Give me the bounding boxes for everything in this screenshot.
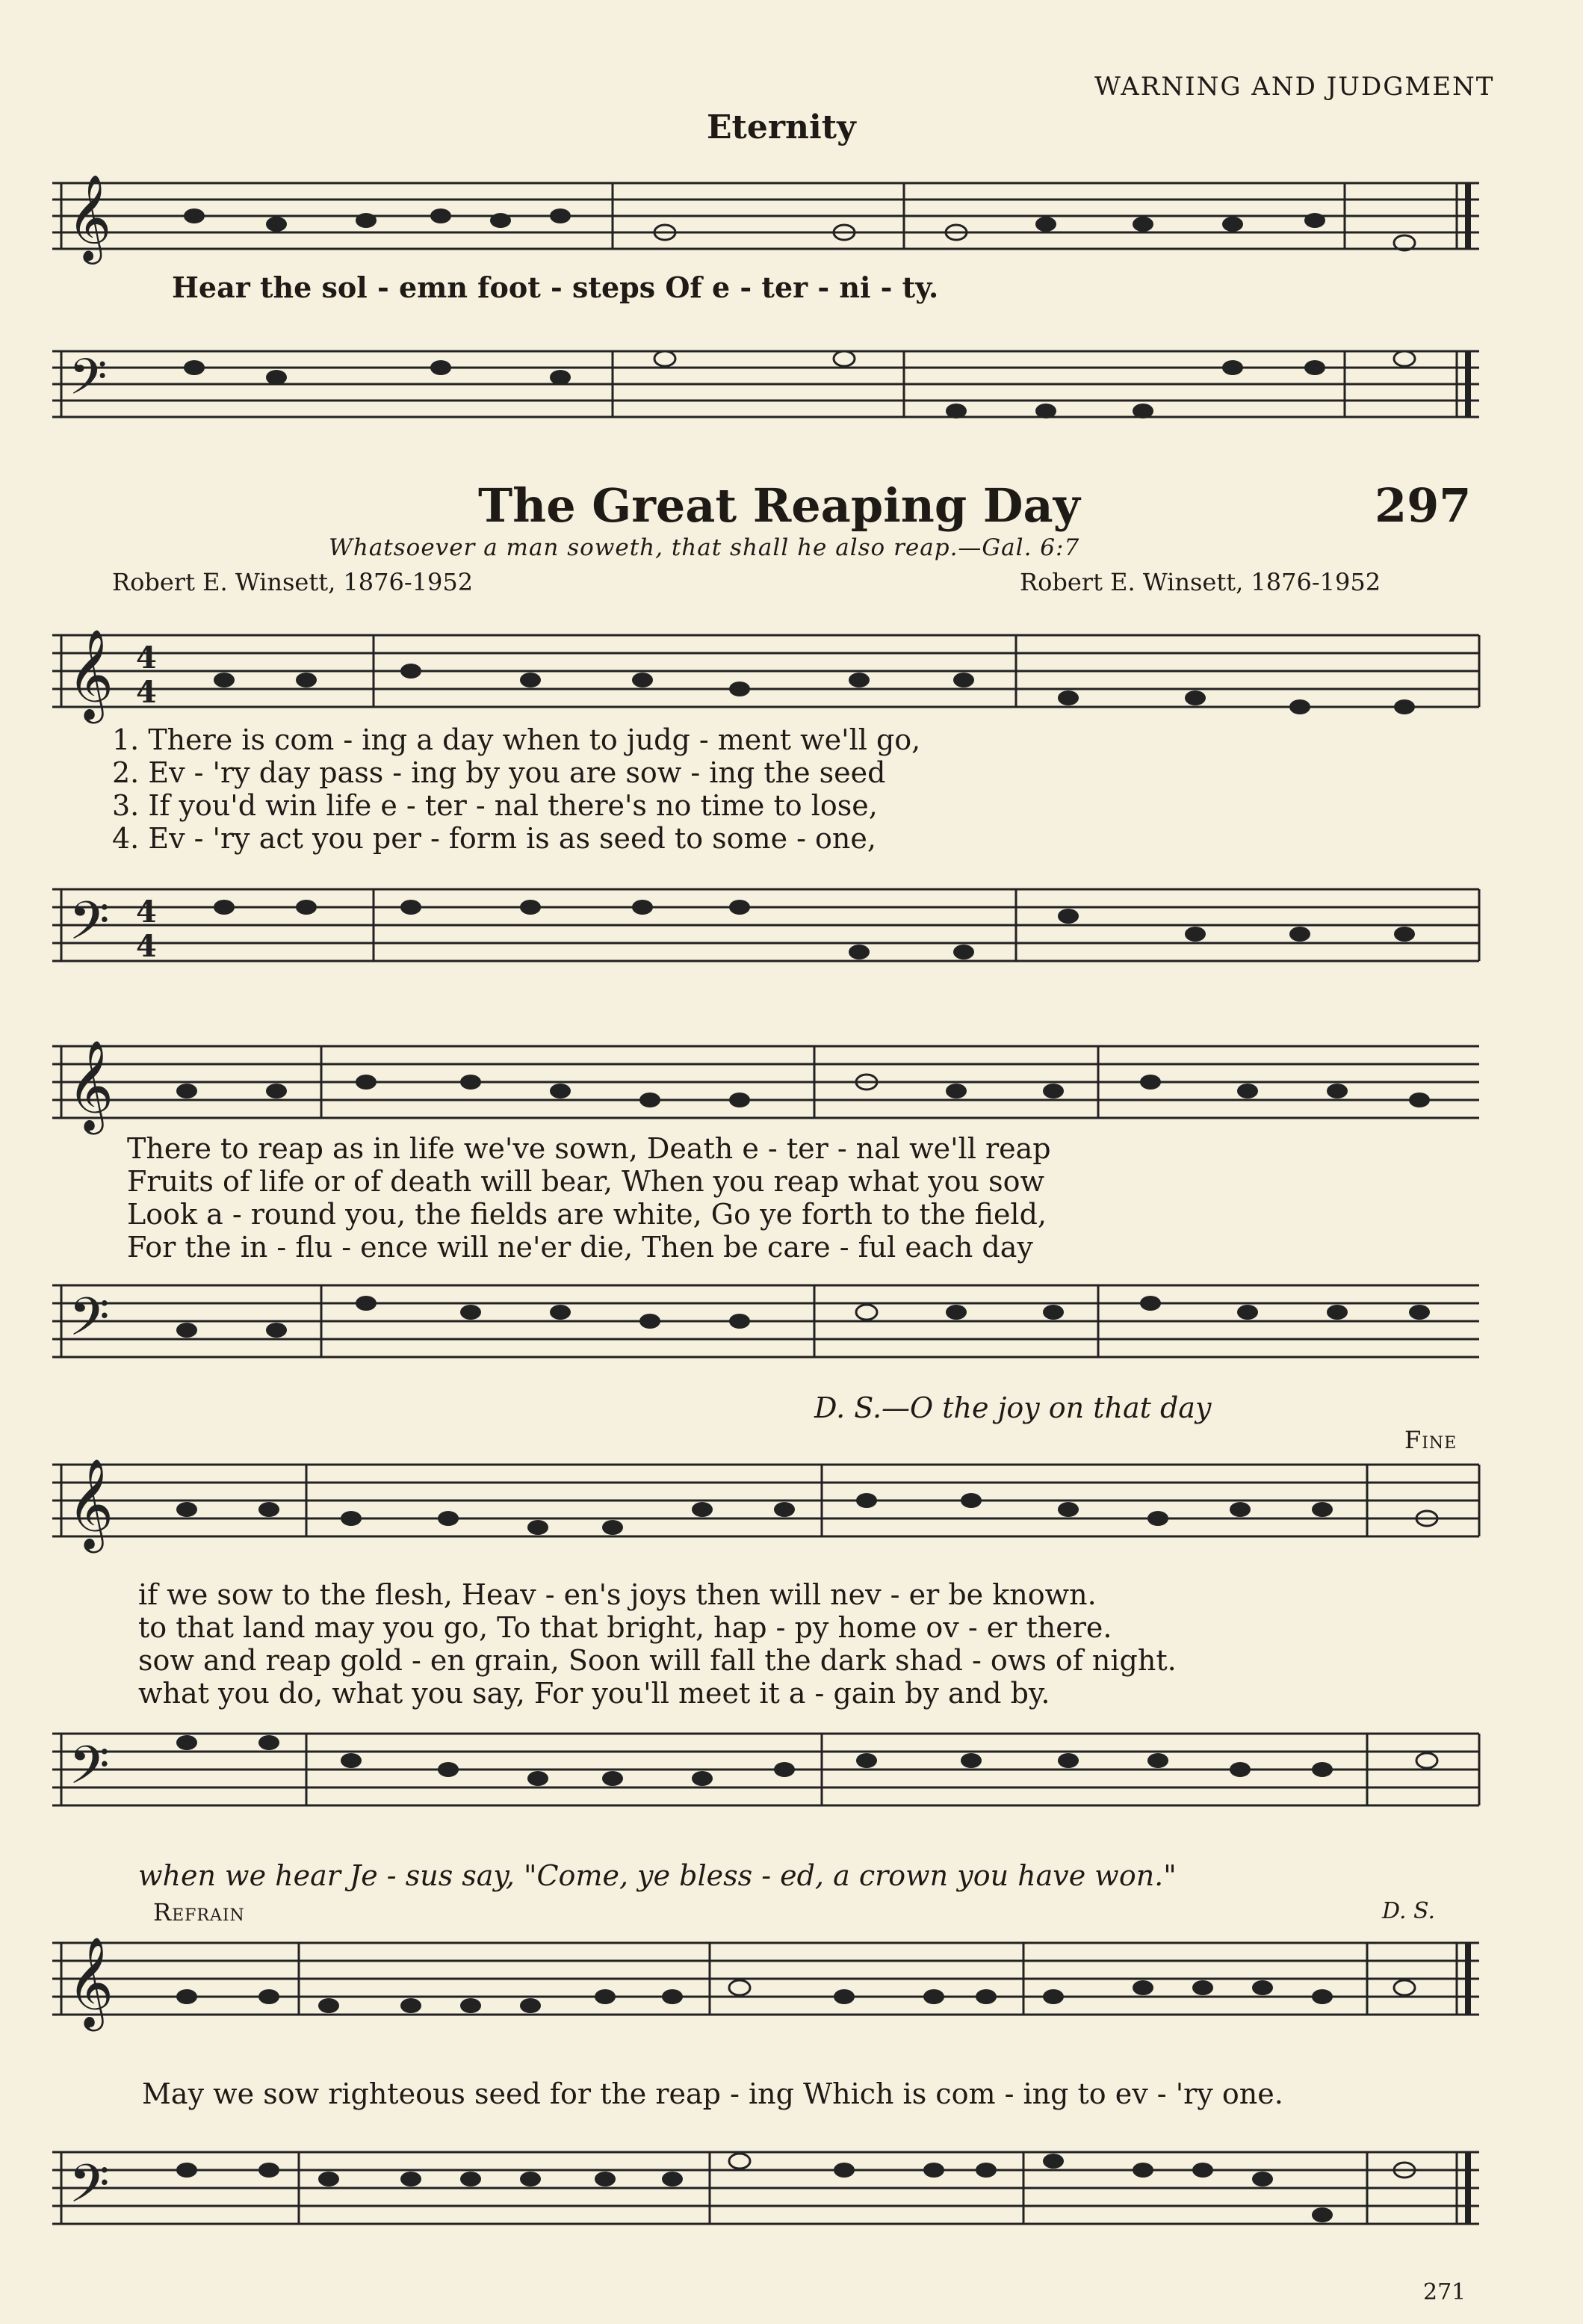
system3-treble-staff — [52, 1450, 1494, 1554]
hymn-epigraph: Whatsoever a man soweth, that shall he also reap.—Gal. 6:7 — [329, 534, 1080, 561]
system1-treble-staff — [52, 620, 1494, 725]
system3-bass-staff — [52, 1719, 1494, 1823]
eternity-title: Eternity — [707, 108, 856, 146]
svg-text:4: 4 — [136, 640, 157, 676]
svg-text:𝄢: 𝄢 — [69, 1735, 110, 1809]
svg-text:𝄢: 𝄢 — [69, 1287, 110, 1361]
system1-bass-staff — [52, 874, 1494, 979]
system1-verse4: 4. Ev - 'ry act you per - form is as seed to some - one, — [112, 822, 876, 855]
system2-treble-staff — [52, 1031, 1494, 1136]
svg-text:𝄞: 𝄞 — [67, 1458, 114, 1549]
refrain-label: Refrain — [153, 1898, 245, 1926]
system3-verse3: sow and reap gold - en grain, Soon will fall the dark shad - ows of night. — [138, 1644, 1177, 1677]
system2-verse1: There to reap as in life we've sown, Death e - ter - nal we'll reap — [127, 1132, 1051, 1165]
svg-text:4: 4 — [136, 675, 157, 710]
svg-text:𝄞: 𝄞 — [67, 1039, 114, 1131]
svg-text:4: 4 — [136, 929, 157, 964]
system1-verse1: 1. There is com - ing a day when to judg - ment we'll go, — [112, 723, 921, 756]
words-credit: Robert E. Winsett, 1876-1952 — [112, 568, 474, 596]
hymn-number: 297 — [1375, 478, 1472, 533]
system3-verse4: what you do, what you say, For you'll meet it a - gain by and by. — [138, 1677, 1050, 1710]
fine-mark: Fine — [1404, 1426, 1457, 1454]
system2-verse3: Look a - round you, the fields are white, Go ye forth to the field, — [127, 1198, 1047, 1231]
system1-verse3: 3. If you'd win life e - ter - nal there's no time to lose, — [112, 789, 878, 822]
ds-text-line-b: when we hear Je - sus say, "Come, ye bless - ed, a crown you have won." — [138, 1859, 1177, 1892]
refrain-bass-staff — [52, 2137, 1494, 2242]
eternity-bass-staff — [52, 336, 1494, 433]
system3-verse2: to that land may you go, To that bright, hap - py home ov - er there. — [138, 1611, 1112, 1644]
system2-bass-staff — [52, 1270, 1494, 1375]
refrain-treble-staff — [52, 1928, 1494, 2033]
system2-verse4: For the in - flu - ence will ne'er die, Then be care - ful each day — [127, 1231, 1033, 1264]
system1-verse2: 2. Ev - 'ry day pass - ing by you are sow - ing the seed — [112, 756, 886, 789]
system2-verse2: Fruits of life or of death will bear, When you reap what you sow — [127, 1165, 1045, 1198]
svg-text:𝄞: 𝄞 — [67, 173, 112, 261]
svg-text:𝄢: 𝄢 — [69, 2154, 110, 2228]
ds-mark: D. S. — [1382, 1898, 1436, 1924]
section-heading: WARNING AND JUDGMENT — [1094, 72, 1495, 102]
svg-text:𝄢: 𝄢 — [69, 348, 108, 418]
svg-text:𝄞: 𝄞 — [67, 1936, 114, 2027]
music-credit: Robert E. Winsett, 1876-1952 — [1020, 568, 1381, 596]
eternity-lyrics: Hear the sol - emn foot - steps Of e - ter - ni - ty. — [172, 271, 939, 304]
hymn-title: The Great Reaping Day — [478, 478, 1080, 533]
eternity-treble-staff — [52, 168, 1494, 265]
page-number: 271 — [1423, 2279, 1466, 2305]
svg-text:𝄢: 𝄢 — [69, 891, 110, 965]
svg-text:4: 4 — [136, 894, 157, 930]
ds-text-line-a: D. S.—O the joy on that day — [814, 1391, 1212, 1424]
svg-text:𝄞: 𝄞 — [67, 628, 114, 720]
refrain-lyrics: May we sow righteous seed for the reap - ing Which is com - ing to ev - 'ry one. — [142, 2077, 1283, 2110]
system3-verse1: if we sow to the flesh, Heav - en's joys then will nev - er be known. — [138, 1578, 1097, 1611]
